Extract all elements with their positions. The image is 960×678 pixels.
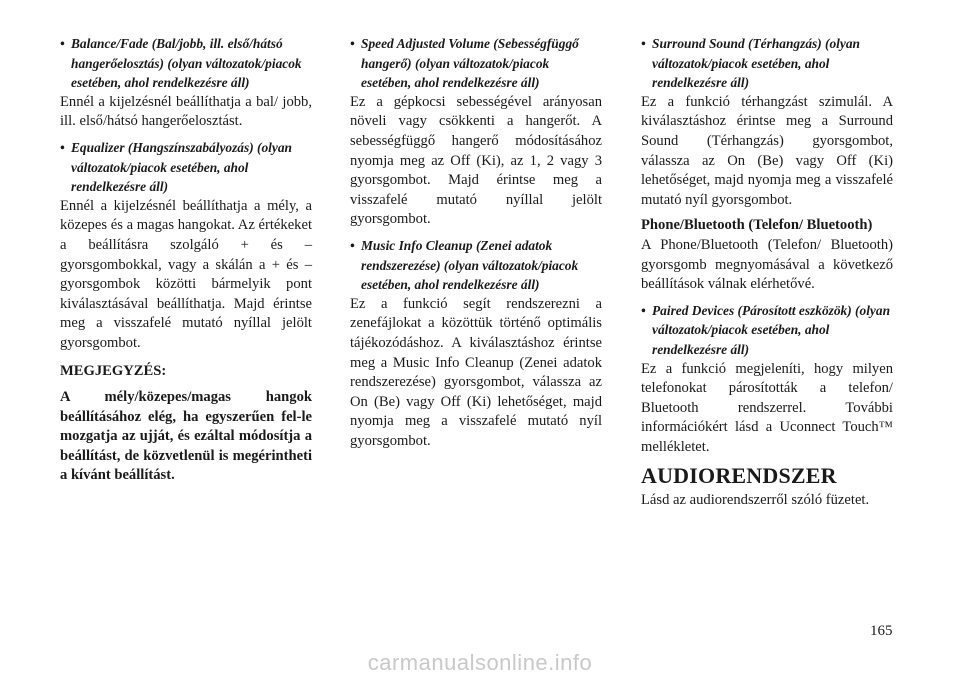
- equalizer-text: Ennél a kijelzésnél beállíthatja a mély, a közepes és a magas hangokat. Az értékeket a beállításra szolgáló + és – gyorsgombokkal, vagy a skálán a + és – gyorsgombok közötti bármelyik pont kiválasztásával beállíthatja. Majd érintse meg a visszafelé mutató nyíllal jelölt gyorsgombot.: [60, 197, 312, 351]
- surround-text: Ez a funkció térhangzást szimulál. A kiválasztáshoz érintse meg a Surround Sound (Térhangzás) gyorsgombot, válassza az On (Be) vagy Off (Ki) lehetőséget, majd nyomja meg a visszafelé mutató nyíl gyorsgombot.: [641, 93, 893, 208]
- watermark: carmanualsonline.info: [367, 650, 593, 675]
- paired-devices-text: Ez a funkció megjeleníti, hogy milyen telefonokat párosították a telefon/ Bluetooth rendszerrel. További információkért lásd a Uconnect Touch™ mellékletet.: [641, 360, 893, 455]
- bullet-icon: •: [60, 36, 65, 51]
- note-text: A mély/közepes/magas hangok beállításához elég, ha egyszerűen fel-le mozgatja az ujját, és ezáltal módosítja a beállítást, de közvetlenül is megérintheti a kívánt beállítást.: [60, 389, 312, 484]
- bullet-icon: •: [350, 36, 355, 51]
- balance-fade-item: [60, 34, 312, 93]
- bullet-icon: •: [350, 237, 355, 253]
- bullet-icon: •: [60, 139, 65, 155]
- note-heading: MEGJEGYZÉS:: [60, 362, 167, 379]
- phone-bluetooth-heading: Phone/Bluetooth (Telefon/ Bluetooth): [641, 217, 873, 234]
- audio-system-heading: AUDIORENDSZER: [641, 463, 837, 489]
- equalizer-title: Equalizer (Hangszínszabályozás) (olyan változatok/piacok esetében, ahol rendelkezésre áll): [71, 139, 292, 195]
- bullet-icon: •: [641, 302, 646, 318]
- paired-devices-item: [641, 301, 893, 360]
- speed-volume-text: Ez a gépkocsi sebességével arányosan növeli vagy csökkenti a hangerőt. A sebességfüggő hangerő módosításához nyomja meg az Off (Ki), az 1, 2 vagy 3 gyorsgombot. Majd érintse meg a visszafelé mutató nyíllal jelölt gyorsgombot.: [350, 93, 602, 228]
- surround-item: [641, 34, 893, 93]
- balance-fade-text: Ennél a kijelzésnél beállíthatja a bal/ jobb, ill. első/hátsó hangerőelosztást.: [60, 93, 312, 130]
- page-number: 165: [870, 623, 893, 639]
- music-cleanup-item: [350, 236, 602, 295]
- speed-volume-item: [350, 34, 602, 93]
- music-cleanup-title: Music Info Cleanup (Zenei adatok rendszerezése) (olyan változatok/piacok esetében, ahol rendelkezésre áll): [361, 237, 579, 293]
- music-cleanup-text: Ez a funkció segít rendszerezni a zenefájlokat a közöttük történő optimális tájékozódáshoz. A kiválasztáshoz érintse meg a Music Info Cleanup (Zenei adatok rendszerezése) gyorsgombot, válassza az On (Be) vagy Off (Ki) lehetőséget, majd nyomja meg a visszafelé mutató nyíl gyorsgombot.: [350, 295, 602, 449]
- equalizer-item: [60, 138, 312, 197]
- column-1: [60, 34, 312, 486]
- column-2: [350, 34, 602, 457]
- audio-system-text: Lásd az audiorendszerről szóló füzetet.: [641, 492, 870, 509]
- bullet-icon: •: [641, 36, 646, 51]
- column-3: [641, 34, 893, 517]
- paired-devices-title: Paired Devices (Párosított eszközök) (olyan változatok/piacok esetében, ahol rendelkezésre áll): [652, 302, 891, 357]
- speed-volume-title: Speed Adjusted Volume (Sebességfüggő hangerő) (olyan változatok/piacok esetében, ahol rendelkezésre áll): [361, 36, 579, 91]
- balance-fade-title: Balance/Fade (Bal/jobb, ill. első/hátsó hangerőelosztás) (olyan változatok/piacok esetében, ahol rendelkezésre áll): [71, 36, 302, 91]
- surround-title: Surround Sound (Térhangzás) (olyan változatok/piacok esetében, ahol rendelkezésre áll): [652, 36, 860, 91]
- phone-bluetooth-text: A Phone/Bluetooth (Telefon/ Bluetooth) gyorsgomb megnyomásával a következő beállítások válnak elérhetővé.: [641, 236, 893, 293]
